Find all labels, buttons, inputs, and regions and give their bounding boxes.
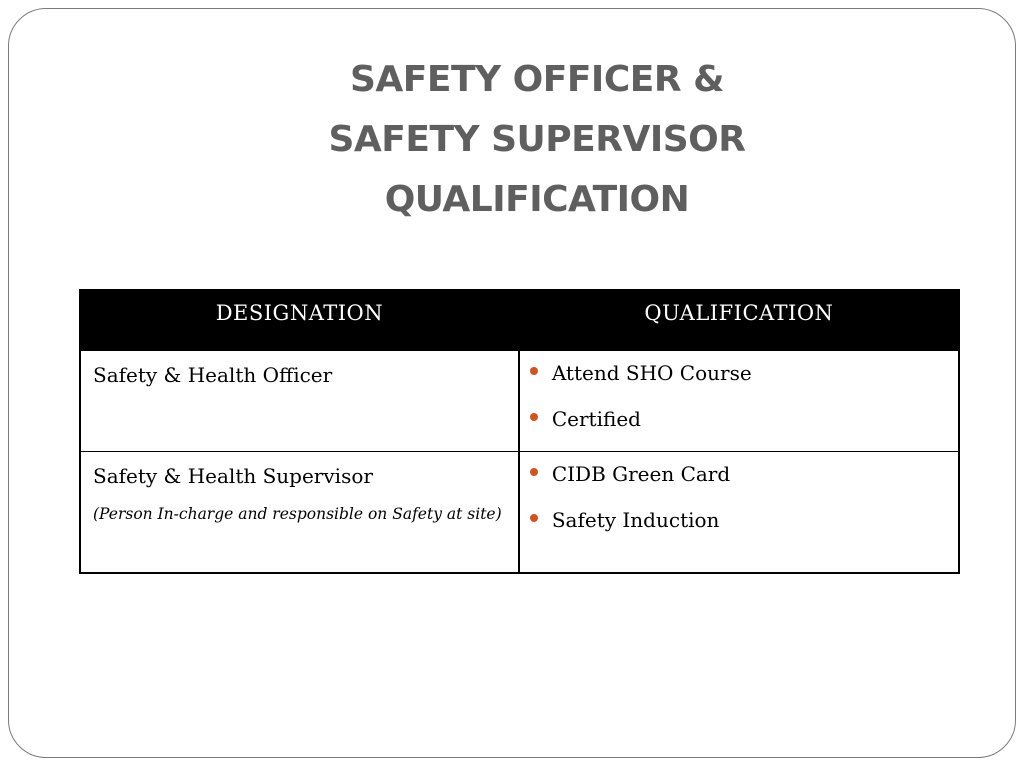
table-row	[80, 350, 959, 452]
title-line-1: SAFETY OFFICER &	[350, 59, 724, 100]
header-qualification: QUALIFICATION	[519, 290, 959, 350]
title-line-3: QUALIFICATION	[384, 179, 690, 220]
bullet-dot-icon	[530, 413, 538, 421]
qualification-cell	[519, 452, 959, 574]
header-designation: DESIGNATION	[80, 290, 519, 350]
designation-text: Safety & Health Supervisor	[93, 464, 373, 488]
bullet-dot-icon	[530, 367, 538, 375]
list-item	[530, 506, 958, 534]
qualification-cell	[519, 350, 959, 452]
bullet-dot-icon	[530, 468, 538, 476]
bullet-dot-icon	[530, 514, 538, 522]
list-item	[530, 460, 958, 488]
designation-cell	[80, 452, 519, 574]
list-item	[530, 405, 958, 433]
qualification-list	[520, 452, 958, 534]
designation-note: (Person In-charge and responsible on Safety at site)	[93, 505, 502, 523]
qualification-table	[79, 289, 960, 574]
qualification-text: Attend SHO Course	[551, 361, 752, 385]
table-header-row	[80, 290, 959, 350]
qualification-list	[520, 351, 958, 433]
designation-cell	[80, 350, 519, 452]
table-row	[80, 452, 959, 574]
qualification-text: CIDB Green Card	[551, 462, 731, 486]
title-line-2: SAFETY SUPERVISOR	[328, 119, 746, 160]
designation-text: Safety & Health Officer	[93, 363, 333, 387]
qualification-text: Certified	[551, 407, 641, 431]
qualification-text: Safety Induction	[551, 508, 720, 532]
list-item	[530, 359, 958, 387]
slide-title	[0, 50, 1024, 230]
